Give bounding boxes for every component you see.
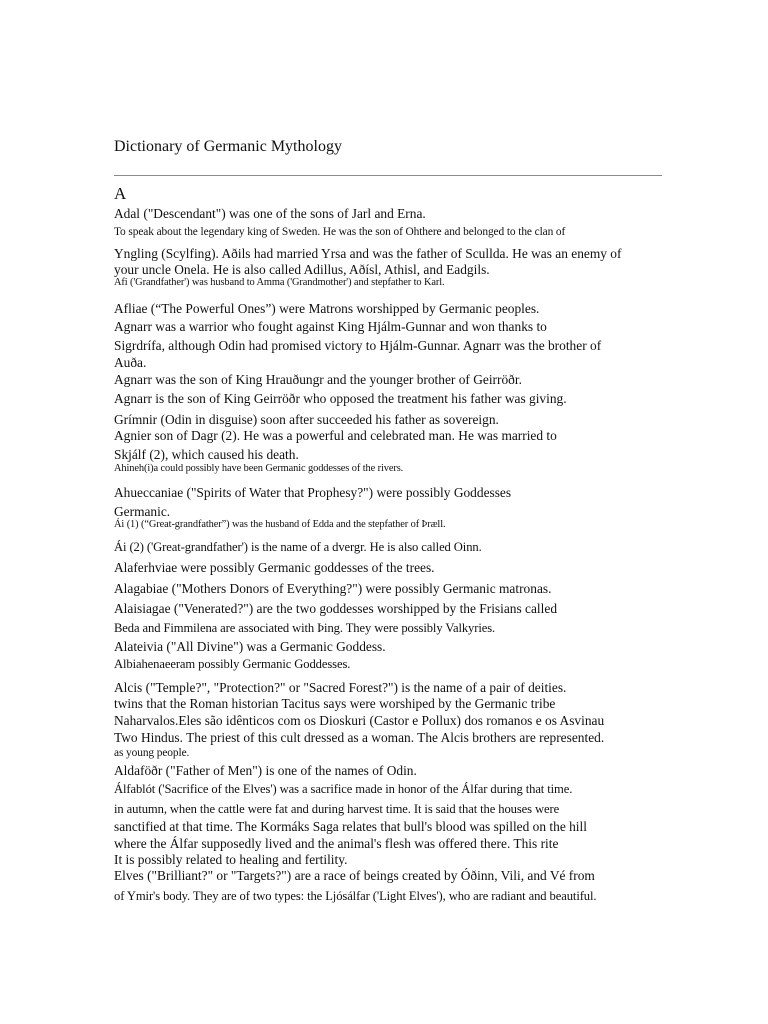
section-letter: A [114, 184, 127, 203]
entry-line: Alagabiae ("Mothers Donors of Everything?") were possibly Germanic matronas. [114, 581, 552, 596]
entry-line: Alateivia ("All Divine") was a Germanic Goddess. [114, 639, 386, 654]
entry-line: It is possibly related to healing and fertility. [114, 852, 348, 867]
entry-line: Elves ("Brilliant?" or "Targets?") are a race of beings created by Óðinn, Vili, and Vé from [114, 868, 595, 883]
entry-line: Ái (1) (“Great-grandfather”) was the husband of Edda and the stepfather of Þræll. [114, 519, 446, 530]
entry-line: Afliae (“The Powerful Ones”) were Matrons worshipped by Germanic peoples. [114, 301, 540, 316]
entry-line: where the Álfar supposedly lived and the animal's flesh was offered there. This rite [114, 836, 559, 851]
title-divider [114, 175, 662, 176]
entry-line: Two Hindus. The priest of this cult dressed as a woman. The Alcis brothers are represented. [114, 730, 605, 745]
entry-line: To speak about the legendary king of Sweden. He was the son of Ohthere and belonged to the clan of [114, 226, 566, 238]
entry-line: Skjálf (2), which caused his death. [114, 447, 299, 462]
entry-line: Yngling (Scylfing). Aðils had married Yrsa and was the father of Scullda. He was an enemy of [114, 246, 622, 261]
entry-line: of Ymir's body. They are of two types: the Ljósálfar ('Light Elves'), who are radiant and beautiful. [114, 889, 597, 903]
entry-line: Albiahenaeeram possibly Germanic Goddesses. [114, 657, 351, 671]
entry-line: sanctified at that time. The Kormáks Saga relates that bull's blood was spilled on the hill [114, 819, 587, 834]
entry-line: in autumn, when the cattle were fat and during harvest time. It is said that the houses were [114, 802, 560, 816]
entry-line: Germanic. [114, 504, 171, 519]
entry-line: Agnier son of Dagr (2). He was a powerful and celebrated man. He was married to [114, 428, 557, 443]
document-title: Dictionary of Germanic Mythology [114, 138, 342, 155]
entry-line: Agnarr was a warrior who fought against King Hjálm-Gunnar and won thanks to [114, 319, 547, 334]
entry-line: Afi ('Grandfather') was husband to Amma ('Grandmother') and stepfather to Karl. [114, 277, 445, 288]
entry-line: Alcis ("Temple?", "Protection?" or "Sacred Forest?") is the name of a pair of deities. [114, 680, 567, 695]
entry-line: Ái (2) ('Great-grandfather') is the name of a dvergr. He is also called Oinn. [114, 540, 482, 554]
entry-line: Ahineh(i)a could possibly have been Germanic goddesses of the rivers. [114, 463, 404, 474]
entry-line: Alaisiagae ("Venerated?") are the two goddesses worshipped by the Frisians called [114, 601, 558, 616]
entry-line: Beda and Fimmilena are associated with Þing. They were possibly Valkyries. [114, 621, 496, 635]
entry-line: your uncle Onela. He is also called Adillus, Aðísl, Athisl, and Eadgils. [114, 262, 490, 277]
entry-line: Ahueccaniae ("Spirits of Water that Prophesy?") were possibly Goddesses [114, 485, 512, 500]
entry-line: twins that the Roman historian Tacitus says were worshiped by the Germanic tribe [114, 696, 556, 711]
entry-line: Auða. [114, 355, 147, 370]
entry-line: Álfablót ('Sacrifice of the Elves') was a sacrifice made in honor of the Álfar during that time. [114, 782, 573, 796]
entry-line: as young people. [114, 747, 190, 759]
entry-line: Grímnir (Odin in disguise) soon after succeeded his father as sovereign. [114, 412, 499, 427]
entry-line: Alaferhviae were possibly Germanic goddesses of the trees. [114, 560, 435, 575]
entry-line: Naharvalos.Eles são idênticos com os Dioskuri (Castor e Pollux) dos romanos e os Asvinau [114, 713, 605, 728]
entry-line: Sigrdrífa, although Odin had promised victory to Hjálm-Gunnar. Agnarr was the brother of [114, 338, 602, 353]
entry-line: Agnarr is the son of King Geirröðr who opposed the treatment his father was giving. [114, 391, 567, 406]
entry-line: Adal ("Descendant") was one of the sons of Jarl and Erna. [114, 206, 426, 221]
entry-line: Agnarr was the son of King Hrauðungr and the younger brother of Geirröðr. [114, 372, 522, 387]
entry-line: Aldaföðr ("Father of Men") is one of the names of Odin. [114, 763, 417, 778]
